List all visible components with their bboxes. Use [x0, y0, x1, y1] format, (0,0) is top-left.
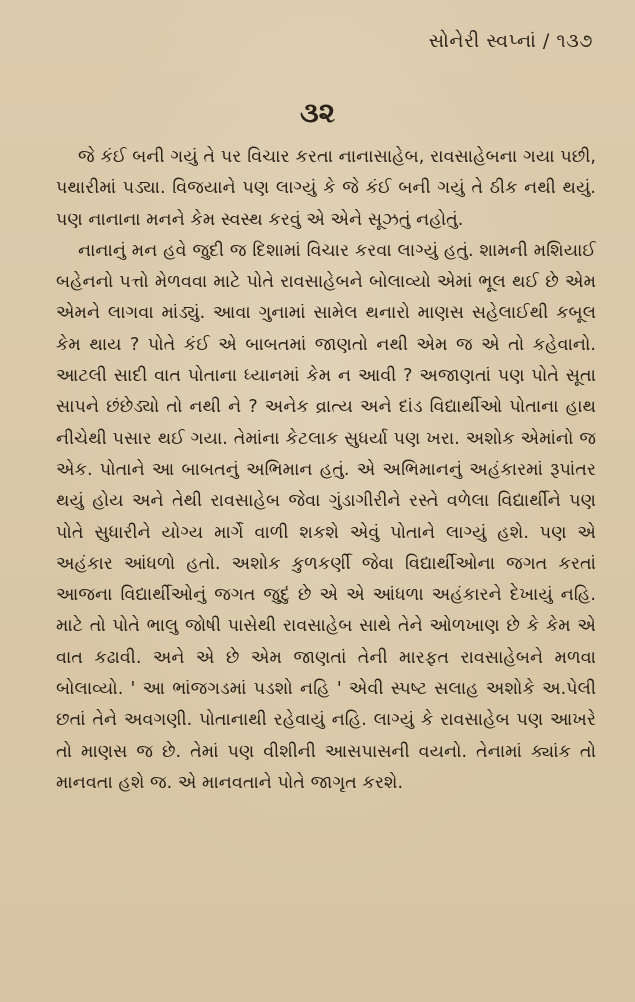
chapter-number: ૩૨: [299, 96, 336, 129]
paragraph: જે કંઈ બની ગયું તે પર વિચાર કરતા નાનાસાહેબ, રાવસાહેબના ગયા પછી, પથારીમાં પડ્યા. વિજયાને પણ લાગ્યું કે જે કંઈ બની ગયું તે ઠીક નથી થયું. પણ નાનાના મનને કેમ સ્વસ્થ કરવું એ એને સૂઝતું નહોતું.: [56, 147, 596, 230]
paragraph: નાનાનું મન હવે જુદી જ દિશામાં વિચાર કરવા લાગ્યું હતું. શામની મશિયાઈ બહેનનો પત્તો મેળવવા માટે પોતે રાવસાહેબને બોલાવ્યો એમાં ભૂલ થઈ છે એમ એમને લાગવા માંડ્યું. આવા ગુનામાં સામેલ થનારો માણસ સહેલાઈથી કબૂલ કેમ થાય ? પોતે કંઈ એ બાબતમાં જાણતો નથી એમ જ એ તો કહેવાનો. આટલી સાદી વાત પોતાના ધ્યાનમાં કેમ ન આવી ? અજાણતાં પણ પોતે સૂતા સાપને છંછેડ્યો તો નથી ને ? અનેક વ્રાત્ય અને દાંડ વિદ્યાર્થીઓ પોતાના હાથ નીચેથી પસાર થઈ ગયા. તેમાંના કેટલાક સુધર્યા પણ ખરા. અશોક એમાંનો જ એક. પોતાને આ બાબતનું અભિમાન હતું. એ અભિમાનનું અહંકારમાં રૂપાંતર થયું હોય અને તેથી રાવસાહેબ જેવા ગુંડાગીરીને રસ્તે વળેલા વિદ્યાર્થીને પણ પોતે સુધારીને યોગ્ય માર્ગે વાળી શકશે એવું પોતાને લાગ્યું હશે. પણ એ અહંકાર આંધળો હતો. અશોક કુળકર્ણી જેવા વિદ્યાર્થીઓના જગત કરતાં આજના વિદ્યાર્થીઓનું જગત જુદું છે એ એ આંધળા અહંકારને દેખાયું નહિ. માટે તો પોતે ભાલુ જોષી પાસેથી રાવસાહેબ સાથે તેને ઓળખાણ છે કે કેમ એ વાત કઢાવી. અને એ છે એમ જાણતાં તેની મારફત રાવસાહેબને મળવા બોલાવ્યો. ' આ ભાંજગડમાં પડશો નહિ ' એવી સ્પષ્ટ સલાહ અશોકે અ.પેલી છતાં તેને અવગણી. પોતાનાથી રહેવાયું નહિ. લાગ્યું કે રાવસાહેબ પણ આખરે તો માણસ જ છે. તેમાં પણ વીશીની આસપાસની વયનો. તેનામાં ક્યાંક તો માનવતા હશે જ. એ માનવતાને પોતે જાગૃત કરશે.: [56, 240, 596, 793]
body-text: [56, 142, 596, 799]
running-header: સોનેરી સ્વપ્નાં / ૧૩૭: [428, 30, 593, 52]
